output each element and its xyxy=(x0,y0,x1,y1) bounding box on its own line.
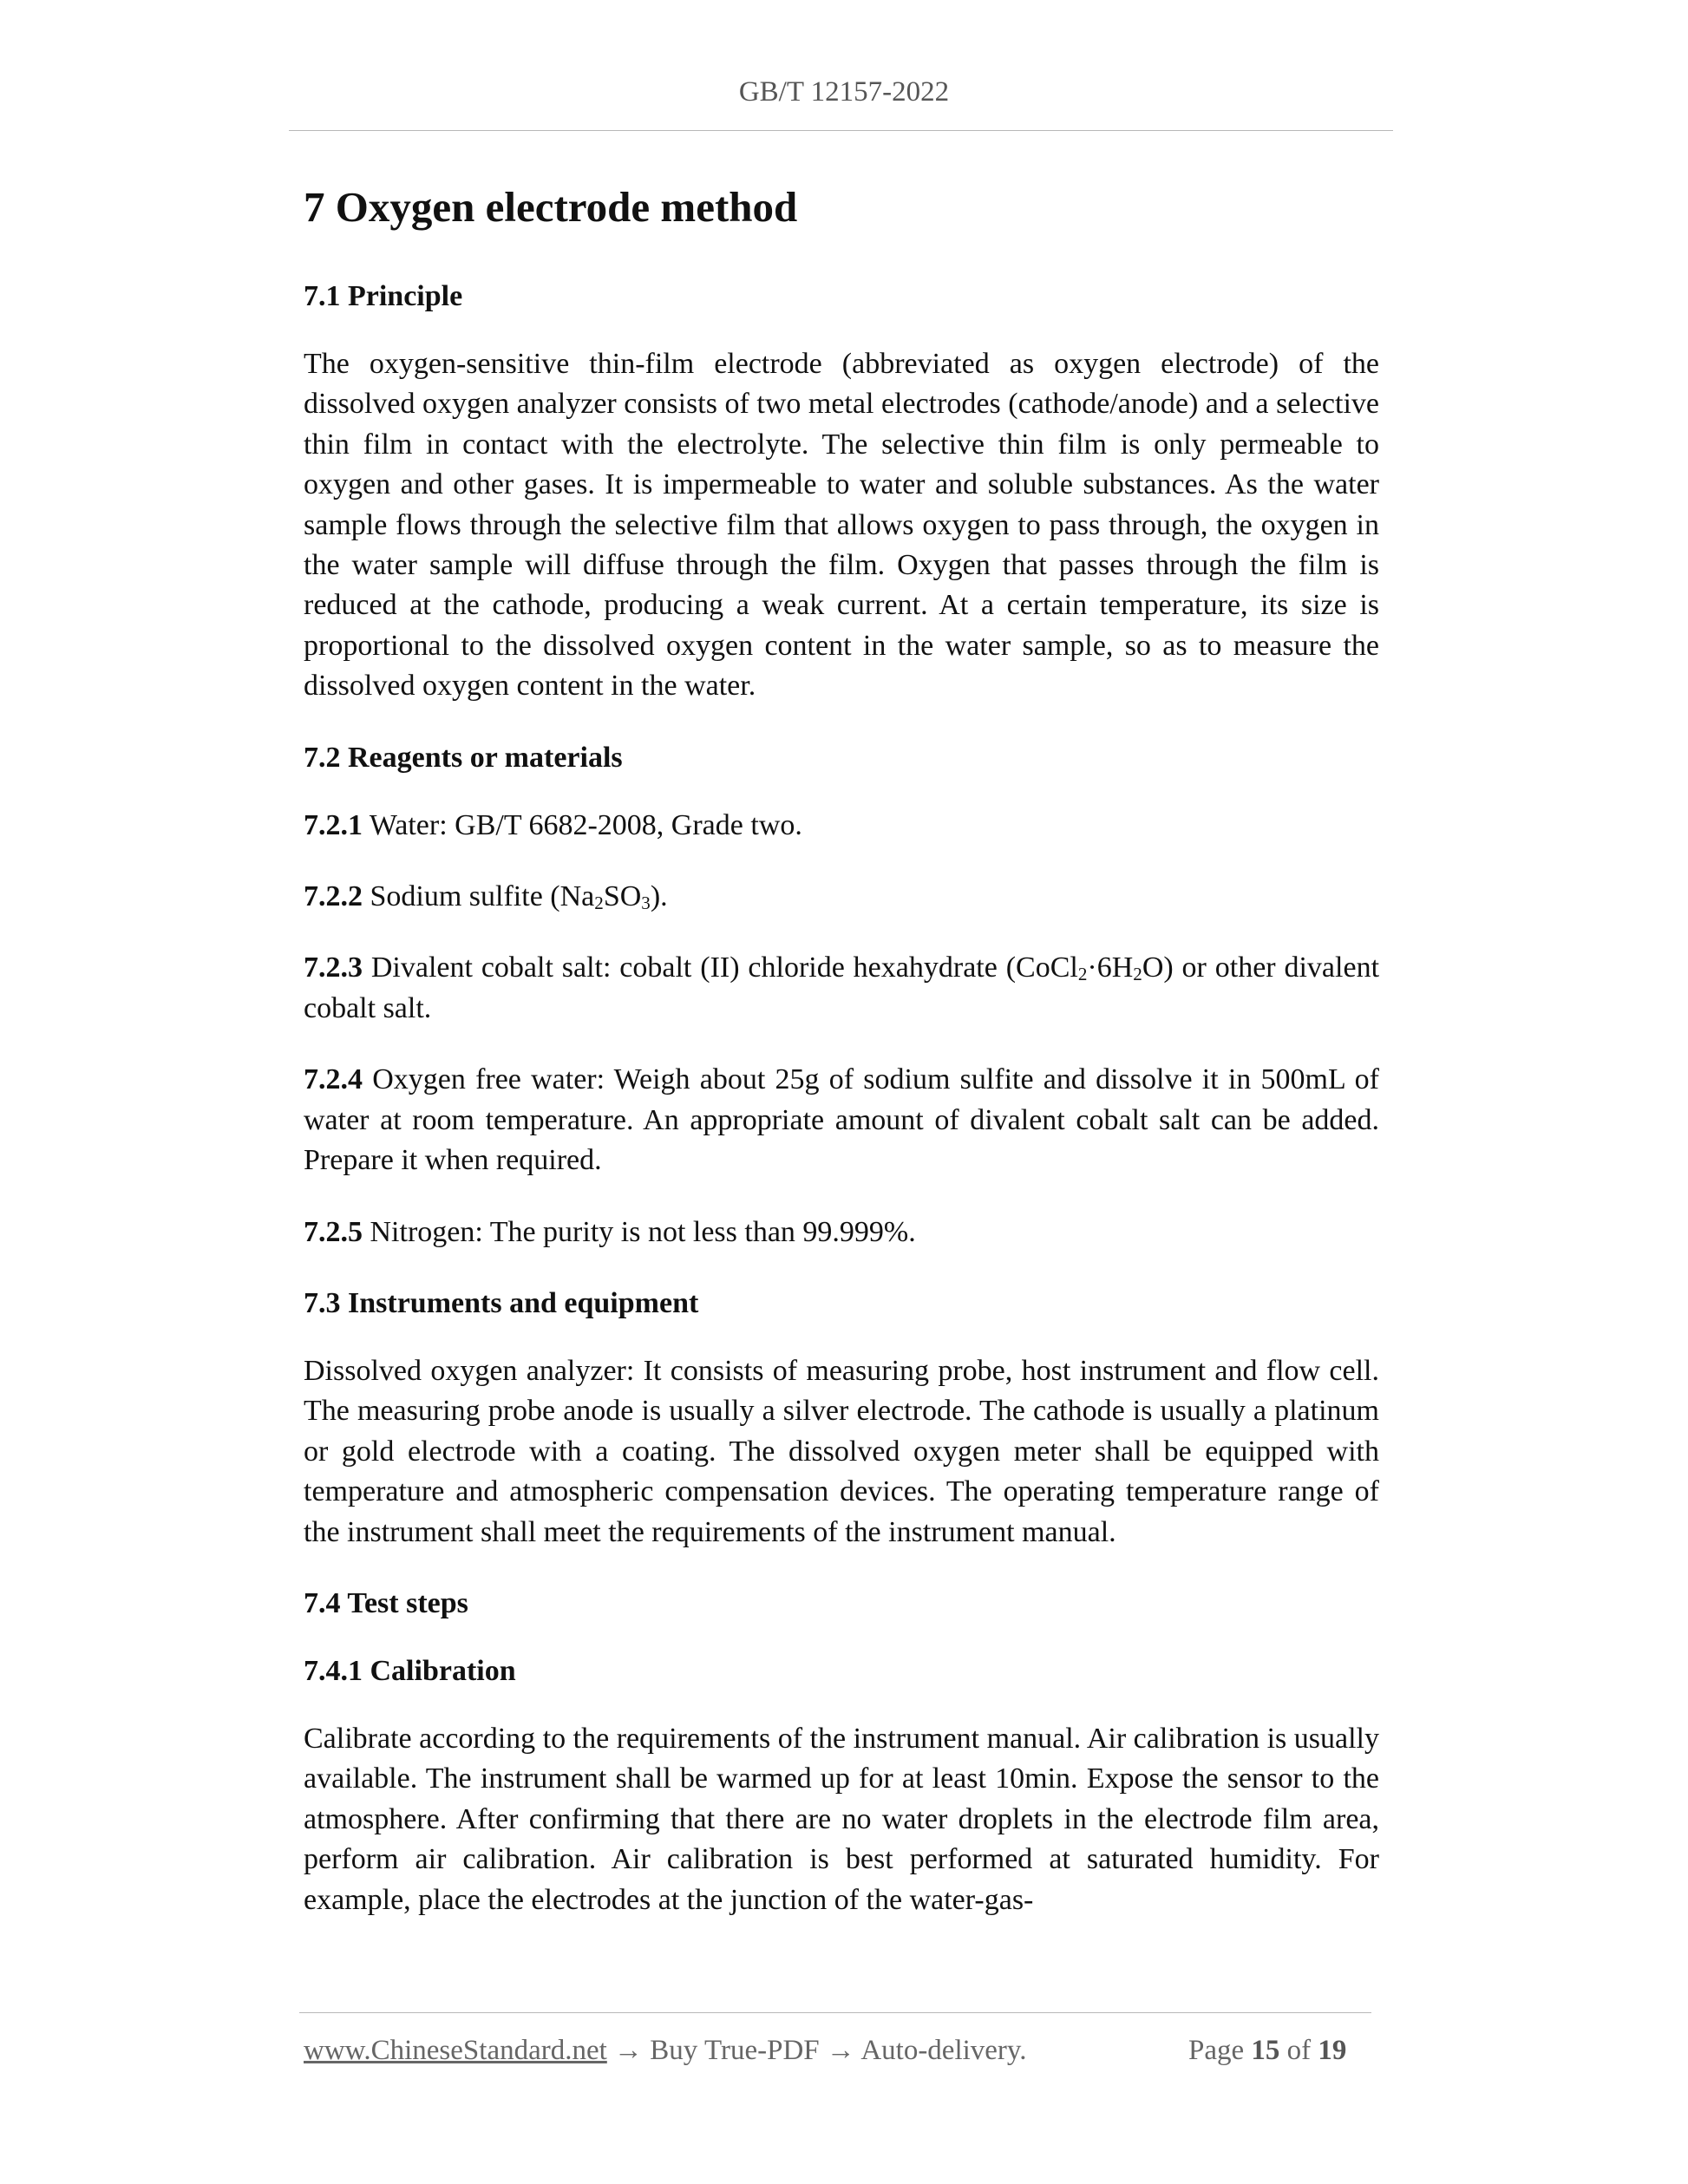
heading-7-3: 7.3 Instruments and equipment xyxy=(304,1286,699,1319)
footer-divider xyxy=(299,2012,1371,2013)
arrow-icon: → xyxy=(614,2035,644,2066)
of-label: of xyxy=(1286,2035,1312,2066)
header-divider xyxy=(289,130,1393,131)
page-number xyxy=(1188,2035,1346,2067)
buy-text: Buy True-PDF xyxy=(650,2035,820,2066)
paragraph-calibration: Calibrate according to the requirements of the instrument manual. Air calibration is usually available. The instrument shall be warmed up for at least 10min. Expose the sensor to the atmosphere. After confirming that there are no water droplets in the electrode film area, perform air calibration. Air calibration is best performed at saturated humidity. For example, place the electrodes at the junction of the water-gas- xyxy=(304,1722,1379,1916)
footer-links xyxy=(304,2035,1027,2067)
subscript: 2 xyxy=(594,893,604,914)
heading-7-1: 7.1 Principle xyxy=(304,280,463,312)
delivery-text: Auto-delivery. xyxy=(860,2035,1027,2066)
heading-7-2: 7.2 Reagents or materials xyxy=(304,741,623,774)
page-header: GB/T 12157-2022 xyxy=(738,76,950,108)
item-text: Divalent cobalt salt: cobalt (II) chloride hexahydrate (CoCl xyxy=(370,951,1078,984)
item-7-2-4 xyxy=(304,1060,1379,1180)
item-text: SO xyxy=(603,880,642,913)
item-text: ). xyxy=(650,880,668,913)
heading-7-4: 7.4 Test steps xyxy=(304,1586,468,1619)
page-content xyxy=(304,178,1379,1952)
item-7-2-3 xyxy=(304,948,1379,1029)
total-pages: 19 xyxy=(1318,2035,1347,2066)
paragraph-instruments: Dissolved oxygen analyzer: It consists of measuring probe, host instrument and flow cell. The measuring probe anode is usually a silver electrode. The cathode is usually a platinum or gold electrode with a coating. The dissolved oxygen meter shall be equipped with temperature and atmospheric compensation devices. The operating temperature range of the instrument shall meet the requirements of the instrument manual. xyxy=(304,1354,1379,1548)
item-number: 7.2.4 xyxy=(304,1063,363,1096)
item-number: 7.2.1 xyxy=(304,808,363,841)
heading-7-4-1: 7.4.1 Calibration xyxy=(304,1654,516,1687)
paragraph-principle: The oxygen-sensitive thin-film electrode (abbreviated as oxygen electrode) of the dissolved oxygen analyzer consists of two metal electrodes (cathode/anode) and a selective thin film in contact with the electrolyte. The selective thin film is only permeable to oxygen and other gases. It is impermeable to water and soluble substances. As the water sample flows through the selective film that allows oxygen to pass through, the oxygen in the water sample will diffuse through the film. Oxygen that passes through the film is reduced at the cathode, producing a weak current. At a certain temperature, its size is proportional to the dissolved oxygen content in the water sample, so as to measure the dissolved oxygen content in the water. xyxy=(304,348,1379,703)
item-text: Nitrogen: The purity is not less than 99.999%. xyxy=(370,1215,916,1248)
item-7-2-5 xyxy=(304,1213,1379,1252)
item-number: 7.2.3 xyxy=(304,951,363,984)
item-number: 7.2.5 xyxy=(304,1215,363,1248)
item-7-2-1 xyxy=(304,806,1379,846)
item-7-2-2 xyxy=(304,877,1379,917)
subscript: 2 xyxy=(1133,964,1142,985)
item-text: O) or other divalent cobalt salt. xyxy=(304,951,1380,1024)
page-label: Page xyxy=(1188,2035,1245,2066)
current-page: 15 xyxy=(1251,2035,1280,2066)
item-text: ·6H xyxy=(1087,951,1134,984)
arrow-icon: → xyxy=(826,2035,855,2066)
item-text: Oxygen free water: Weigh about 25g of sodium sulfite and dissolve it in 500mL of water at room temperature. An appropriate amount of divalent cobalt salt can be added. Prepare it when required. xyxy=(304,1063,1379,1177)
item-number: 7.2.2 xyxy=(304,880,363,913)
item-text: Sodium sulfite (Na xyxy=(370,880,595,913)
section-title: 7 Oxygen electrode method xyxy=(304,183,798,231)
subscript: 2 xyxy=(1077,964,1088,985)
site-link[interactable]: www.ChineseStandard.net xyxy=(304,2035,607,2066)
item-text: Water: GB/T 6682-2008, Grade two. xyxy=(369,808,802,841)
subscript: 3 xyxy=(641,893,651,914)
